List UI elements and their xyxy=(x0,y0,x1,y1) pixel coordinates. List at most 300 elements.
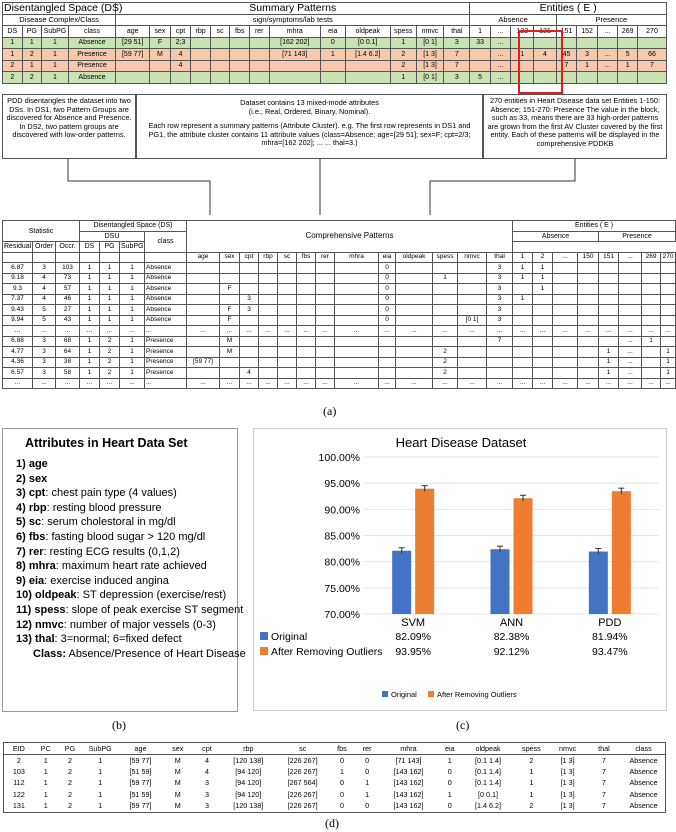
entity-cell xyxy=(638,37,667,49)
outlier-cell: 0 xyxy=(447,778,452,788)
pattern-cell xyxy=(513,357,533,368)
pattern-cell: 1 xyxy=(120,336,145,347)
summary-pattern-row xyxy=(3,49,667,61)
pattern-cell xyxy=(513,336,533,347)
pattern-cell xyxy=(661,263,676,274)
pattern-cell xyxy=(513,284,533,295)
pattern-cell xyxy=(599,294,619,305)
pattern-cell: 1 xyxy=(120,305,145,316)
pattern-cell: 103 xyxy=(56,263,80,274)
pattern-cell: [71 143] xyxy=(269,49,320,61)
pattern-cell xyxy=(116,60,150,72)
pattern-cell: 2 xyxy=(433,347,458,358)
pattern-cell: 1 xyxy=(320,49,345,61)
outlier-cell: 1 xyxy=(365,790,370,800)
entity-cell: 1 xyxy=(577,60,598,72)
pattern-cell xyxy=(297,263,316,274)
entity-cell: 66 xyxy=(638,49,667,61)
outlier-col-header: fbs xyxy=(330,743,354,755)
pattern-cell xyxy=(642,368,661,379)
pattern-cell: ... xyxy=(553,378,578,389)
pattern-cell: 1 xyxy=(100,305,120,316)
outlier-row xyxy=(4,766,666,778)
pattern-cell: 2 xyxy=(100,368,120,379)
pattern-cell xyxy=(553,315,578,326)
attr-desc: : resting blood pressure xyxy=(46,501,162,514)
outlier-cell: 0 xyxy=(339,801,344,811)
pattern-cell: Absence xyxy=(145,284,187,295)
pattern-cell xyxy=(599,315,619,326)
bar-original xyxy=(491,549,510,614)
comprehensive-pattern-row xyxy=(3,273,676,284)
outlier-cell: [51 59] xyxy=(129,790,152,800)
outlier-cell: 103 xyxy=(12,766,25,776)
pattern-cell: ... xyxy=(3,326,33,337)
blank-cell xyxy=(100,252,120,263)
pattern-cell xyxy=(230,72,250,84)
ent-col-header: 151 xyxy=(599,252,619,263)
outlier-cell: [267 564] xyxy=(287,778,318,788)
outlier-row xyxy=(4,777,666,789)
pattern-cell: 2 xyxy=(3,72,23,84)
pattern-cell xyxy=(316,368,335,379)
dsu-header: DSU xyxy=(80,231,145,242)
pattern-cell xyxy=(396,315,433,326)
outlier-cell: 2 xyxy=(67,790,72,800)
col-header-age: age xyxy=(116,26,150,38)
pattern-cell: ... xyxy=(33,378,56,389)
summary-pattern-row xyxy=(3,37,667,49)
pattern-cell xyxy=(187,284,220,295)
attribute-item xyxy=(16,502,237,517)
pattern-cell xyxy=(458,357,487,368)
attr-col-header: sex xyxy=(220,252,240,263)
entity-cell: ... xyxy=(490,49,511,61)
pattern-cell: 1 xyxy=(22,60,42,72)
pattern-cell xyxy=(379,368,396,379)
pattern-cell xyxy=(487,347,513,358)
pattern-cell: 1 xyxy=(80,357,100,368)
attr-col-header: thal xyxy=(487,252,513,263)
pattern-cell xyxy=(278,263,297,274)
outlier-cell: 1 xyxy=(529,790,534,800)
outlier-cell: 0 xyxy=(339,790,344,800)
attr-col-header: mhra xyxy=(335,252,379,263)
class-header: class xyxy=(145,231,187,252)
pattern-cell: 1 xyxy=(80,368,100,379)
outlier-col-header: spess xyxy=(513,743,549,755)
pattern-cell xyxy=(458,368,487,379)
pattern-cell xyxy=(278,368,297,379)
pattern-cell xyxy=(187,273,220,284)
attr-number: 4) xyxy=(16,501,26,514)
pattern-cell xyxy=(553,294,578,305)
col-header-SubPG: SubPG xyxy=(42,26,69,38)
pattern-cell xyxy=(433,305,458,316)
pattern-cell: 3 xyxy=(487,294,513,305)
outlier-cell: 4 xyxy=(204,766,209,776)
outlier-cell: 122 xyxy=(12,790,25,800)
col-header-thal: thal xyxy=(444,26,470,38)
pattern-cell xyxy=(240,263,259,274)
attr-number: 13) xyxy=(16,633,32,646)
pattern-cell: Absence xyxy=(68,37,115,49)
pattern-cell xyxy=(578,263,599,274)
pattern-cell xyxy=(335,294,379,305)
outlier-table xyxy=(3,742,666,813)
ent-col-header: 2 xyxy=(533,252,553,263)
caption-d: (d) xyxy=(325,816,339,830)
pattern-cell: ... xyxy=(433,378,458,389)
pattern-cell: 3 xyxy=(33,357,56,368)
pattern-cell: [0 0.1] xyxy=(345,37,390,49)
outlier-cell: [143 162] xyxy=(393,778,424,788)
pattern-cell xyxy=(661,284,676,295)
entity-cell: 33 xyxy=(470,37,491,49)
attribute-item xyxy=(16,546,237,561)
col-header-DS: DS xyxy=(3,26,23,38)
outlier-cell: 1 xyxy=(43,778,48,788)
pattern-cell: 0 xyxy=(379,263,396,274)
pattern-cell xyxy=(220,357,240,368)
pattern-cell xyxy=(259,368,278,379)
pattern-cell: 1 xyxy=(661,368,676,379)
pattern-cell: 9.94 xyxy=(3,315,33,326)
pattern-cell xyxy=(458,284,487,295)
pattern-cell xyxy=(249,37,269,49)
outlier-cell: 1 xyxy=(529,766,534,776)
attr-desc: : serum cholestoral in mg/dl xyxy=(41,516,176,529)
outlier-cell: M xyxy=(174,790,181,800)
outlier-cell: Absence xyxy=(629,801,658,811)
pattern-cell: Presence xyxy=(145,368,187,379)
pattern-cell: ... xyxy=(259,378,278,389)
attr-key: fbs xyxy=(28,530,46,543)
pattern-cell xyxy=(316,305,335,316)
attr-desc: : fasting blood sugar > 120 mg/dl xyxy=(45,530,206,543)
pattern-cell: ... xyxy=(220,378,240,389)
pattern-cell xyxy=(642,263,661,274)
outlier-cell: [0.1 1.4] xyxy=(475,755,502,765)
pattern-cell: 2 xyxy=(100,357,120,368)
attr-key: oldpeak xyxy=(34,589,77,602)
comprehensive-pattern-row xyxy=(3,326,676,337)
panel-c-chart xyxy=(253,428,667,711)
attr-number: 8) xyxy=(16,560,26,573)
outlier-cell: 0 xyxy=(339,755,344,765)
outlier-cell: Absence xyxy=(629,755,658,765)
pattern-cell xyxy=(599,305,619,316)
attr-number: 10) xyxy=(16,589,32,602)
attribute-item xyxy=(16,633,237,648)
pattern-cell: 6.88 xyxy=(3,336,33,347)
comprehensive-pattern-row xyxy=(3,305,676,316)
pattern-cell: 0 xyxy=(379,273,396,284)
pattern-cell xyxy=(433,294,458,305)
pattern-cell: 1 xyxy=(100,273,120,284)
pattern-cell: ... xyxy=(240,326,259,337)
pattern-cell xyxy=(553,347,578,358)
outlier-cell: [71 143] xyxy=(395,755,422,765)
pattern-cell: 1 xyxy=(42,49,69,61)
col-header-spess: spess xyxy=(390,26,416,38)
pattern-cell: 1 xyxy=(100,284,120,295)
outlier-cell: 2 xyxy=(16,755,21,765)
entity-cell xyxy=(577,72,598,84)
outlier-cell: 1 xyxy=(365,778,370,788)
pattern-cell: Absence xyxy=(145,273,187,284)
outlier-col-header: age xyxy=(118,743,162,755)
pattern-cell: 7 xyxy=(444,49,470,61)
pattern-cell xyxy=(249,72,269,84)
outlier-cell: 2 xyxy=(67,778,72,788)
pattern-cell: 2 xyxy=(100,336,120,347)
pattern-cell: 6.57 xyxy=(3,368,33,379)
pattern-cell: ... xyxy=(278,378,297,389)
pattern-cell: ... xyxy=(661,326,676,337)
y-tick-label: 80.00% xyxy=(324,556,360,569)
outlier-col-header: SubPG xyxy=(82,743,118,755)
pattern-cell xyxy=(335,336,379,347)
pattern-cell: 4 xyxy=(170,49,191,61)
pattern-cell xyxy=(187,347,220,358)
attributes-list xyxy=(3,458,246,662)
pattern-cell xyxy=(578,315,599,326)
attr-desc: : ST depression (exercise/rest) xyxy=(76,589,227,602)
attr-number: 6) xyxy=(16,530,26,543)
attribute-item xyxy=(16,589,237,604)
pattern-cell xyxy=(316,284,335,295)
pattern-cell: 1 xyxy=(120,294,145,305)
connector-arrows xyxy=(0,159,669,221)
pattern-cell xyxy=(533,357,553,368)
pattern-cell: 2 xyxy=(3,60,23,72)
pattern-cell: 2 xyxy=(390,49,416,61)
pattern-cell: 9.3 xyxy=(3,284,33,295)
outlier-cell: 1 xyxy=(43,755,48,765)
pattern-cell: F xyxy=(220,284,240,295)
pattern-cell: ... xyxy=(599,378,619,389)
outlier-cell: [226 267] xyxy=(287,801,318,811)
pattern-cell: 1 xyxy=(22,37,42,49)
pattern-cell: 1 xyxy=(120,284,145,295)
outlier-cell: 112 xyxy=(13,778,25,788)
pattern-cell: M xyxy=(220,336,240,347)
outlier-cell: 2 xyxy=(67,801,72,811)
outlier-cell: 2 xyxy=(529,755,534,765)
attribute-item xyxy=(16,560,237,575)
pattern-cell: 1 xyxy=(513,263,533,274)
pattern-cell: ... xyxy=(433,326,458,337)
entity-col-header: 131 xyxy=(534,26,557,38)
outlier-cell: 1 xyxy=(98,766,103,776)
pattern-cell: 0 xyxy=(320,37,345,49)
outlier-cell: [0.1 1.4] xyxy=(475,778,502,788)
outlier-cell: 2 xyxy=(67,755,72,765)
pattern-cell xyxy=(297,336,316,347)
outlier-col-header: PC xyxy=(34,743,58,755)
pattern-cell: 1 xyxy=(533,273,553,284)
outlier-cell: M xyxy=(174,766,181,776)
pattern-cell xyxy=(335,357,379,368)
outlier-cell: 3 xyxy=(204,801,209,811)
panel-a-top xyxy=(2,2,667,84)
pattern-cell: 1 xyxy=(642,336,661,347)
pattern-cell: 1 xyxy=(661,347,676,358)
pattern-cell: Absence xyxy=(145,305,187,316)
column-header-row xyxy=(3,26,667,38)
pattern-cell xyxy=(278,305,297,316)
attr-desc: Absence/Presence of Heart Disease xyxy=(66,647,246,660)
col-header-cpt: cpt xyxy=(170,26,191,38)
summary-pattern-row xyxy=(3,72,667,84)
attr-key: thal xyxy=(34,633,55,646)
comprehensive-pattern-row xyxy=(3,347,676,358)
blank-cell xyxy=(33,252,56,263)
outlier-cell: [94 120] xyxy=(235,766,262,776)
attr-number: 9) xyxy=(16,574,26,587)
pattern-cell: Absence xyxy=(145,263,187,274)
pattern-cell xyxy=(335,305,379,316)
pattern-cell xyxy=(220,294,240,305)
attribute-item xyxy=(16,531,237,546)
outlier-cell: [1 3] xyxy=(560,778,575,788)
pattern-cell: 3 xyxy=(33,336,56,347)
pattern-cell: ... xyxy=(145,326,187,337)
outlier-cell: [120 138] xyxy=(233,801,264,811)
pattern-cell: 1 xyxy=(513,273,533,284)
outlier-cell: [143 162] xyxy=(393,766,424,776)
pattern-cell: ... xyxy=(379,378,396,389)
outlier-col-header: nmvc xyxy=(550,743,586,755)
outlier-cell: [1 3] xyxy=(560,766,575,776)
outlier-cell: 0 xyxy=(447,801,452,811)
pattern-cell xyxy=(210,49,230,61)
pattern-cell: 3 xyxy=(444,37,470,49)
bar-original xyxy=(589,552,608,614)
pattern-cell: [0 1] xyxy=(458,315,487,326)
y-tick-label: 95.00% xyxy=(324,478,360,491)
attr-key: Class: xyxy=(33,647,67,660)
pattern-cell: 1 xyxy=(533,263,553,274)
pattern-cell xyxy=(642,357,661,368)
pattern-cell: ... xyxy=(396,378,433,389)
ds-col-header: PG xyxy=(100,242,120,253)
pattern-cell: ... xyxy=(578,326,599,337)
pattern-cell: 58 xyxy=(56,368,80,379)
outlier-cell: [1.4 6.2] xyxy=(475,801,502,811)
outlier-cell: Absence xyxy=(629,766,658,776)
attr-key: spess xyxy=(34,603,66,616)
pattern-cell xyxy=(578,273,599,284)
outlier-cell: [143 162] xyxy=(393,790,424,800)
pattern-cell xyxy=(297,357,316,368)
pattern-cell: 4 xyxy=(240,368,259,379)
pattern-cell xyxy=(458,263,487,274)
pattern-cell: ... xyxy=(513,326,533,337)
data-value-label: 93.47% xyxy=(592,646,628,658)
attribute-item xyxy=(16,473,237,488)
pattern-cell xyxy=(269,72,320,84)
pattern-cell xyxy=(269,60,320,72)
data-value-label: 93.95% xyxy=(395,646,431,658)
ent-col-header: ... xyxy=(619,252,642,263)
pattern-cell: 27 xyxy=(56,305,80,316)
outlier-col-header: rbp xyxy=(221,743,275,755)
pattern-cell xyxy=(578,305,599,316)
attribute-item xyxy=(16,603,244,619)
pattern-cell: ... xyxy=(396,326,433,337)
attr-key: rbp xyxy=(28,501,47,514)
pattern-cell xyxy=(661,305,676,316)
pattern-cell xyxy=(379,357,396,368)
outlier-cell: [0 0.1] xyxy=(478,790,499,800)
pattern-cell xyxy=(240,336,259,347)
blank-cell xyxy=(120,252,145,263)
pattern-cell: 43 xyxy=(56,315,80,326)
pattern-cell: Presence xyxy=(145,347,187,358)
pattern-cell: ... xyxy=(120,378,145,389)
pattern-cell: [1 3] xyxy=(416,49,444,61)
pattern-cell: 1 xyxy=(120,263,145,274)
entities-title: Entities ( E ) xyxy=(470,3,667,15)
outlier-cell: [59 77] xyxy=(129,778,152,788)
pattern-cell xyxy=(396,294,433,305)
pattern-cell: 57 xyxy=(56,284,80,295)
attr-key: cpt xyxy=(28,487,46,500)
pattern-cell: 9.43 xyxy=(3,305,33,316)
y-tick-label: 75.00% xyxy=(324,582,360,595)
pattern-cell: ... xyxy=(513,378,533,389)
pattern-cell xyxy=(553,284,578,295)
pattern-cell xyxy=(187,315,220,326)
outlier-cell: 4 xyxy=(204,755,209,765)
pattern-cell: ... xyxy=(220,326,240,337)
pattern-cell: ... xyxy=(278,326,297,337)
pattern-cell xyxy=(240,315,259,326)
pattern-cell: 73 xyxy=(56,273,80,284)
outlier-row xyxy=(4,754,666,766)
pattern-cell: ... xyxy=(80,378,100,389)
pattern-cell: ... xyxy=(533,378,553,389)
pattern-cell: ... xyxy=(533,326,553,337)
pattern-cell xyxy=(230,37,250,49)
pattern-cell xyxy=(533,294,553,305)
pattern-cell xyxy=(396,305,433,316)
pattern-cell xyxy=(297,305,316,316)
comprehensive-pattern-row xyxy=(3,378,676,389)
outlier-col-header: sc xyxy=(275,743,329,755)
attr-col-header: rbp xyxy=(259,252,278,263)
pattern-cell: ... xyxy=(619,347,642,358)
attr-key: nmvc xyxy=(34,618,64,631)
pattern-cell xyxy=(661,294,676,305)
pattern-cell xyxy=(335,347,379,358)
pattern-cell xyxy=(578,294,599,305)
col-header-eia: eia xyxy=(320,26,345,38)
entity-cell xyxy=(577,37,598,49)
pattern-cell: 68 xyxy=(56,336,80,347)
pattern-cell: 6.87 xyxy=(3,263,33,274)
outlier-cell: Absence xyxy=(629,790,658,800)
pattern-cell xyxy=(320,72,345,84)
entity-col-header: 152 xyxy=(577,26,598,38)
attribute-item xyxy=(33,647,246,663)
pattern-cell xyxy=(278,357,297,368)
pattern-cell: 1 xyxy=(533,284,553,295)
attr-desc: : chest pain type (4 values) xyxy=(45,487,177,500)
pattern-cell xyxy=(578,357,599,368)
